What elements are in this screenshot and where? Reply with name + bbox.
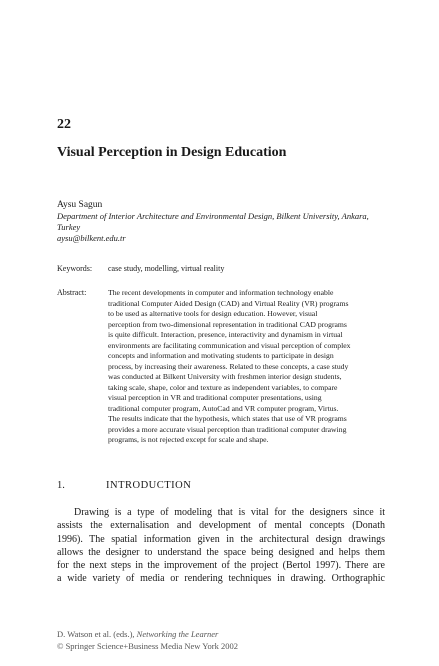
abstract-line: traditional Computer Aided Design (CAD) and Virtual Reality (VR) programs [108, 298, 349, 308]
abstract-line: is quite difficult. Interaction, presence, interactivity and dynamism in virtual [108, 330, 343, 339]
chapter-number: 22 [57, 117, 71, 132]
author-block [57, 199, 387, 244]
body-line: assists the externalisation and development of mental concepts (Donath [57, 520, 385, 532]
section-body [57, 506, 385, 586]
affiliation-line: Department of Interior Architecture and Environmental Design, Bilkent University, Ankara, [57, 211, 369, 221]
abstract-line: to be used as alternative tools for design education. However, visual [108, 309, 318, 318]
footer-citation [57, 629, 238, 641]
abstract-line: provides a more accurate visual perception than traditional computer drawing [108, 424, 347, 434]
keywords-label: Keywords: [57, 264, 93, 273]
footer-editors: D. Watson et al. (eds.), [57, 629, 135, 639]
abstract-line: The recent developments in computer and information technology enable [108, 288, 334, 297]
abstract-line: programs, is not rejected except for scale and shape. [108, 435, 269, 444]
affiliation-line: Turkey [57, 222, 81, 232]
body-line: for the next steps in the improvement of the project (Bertol 1997). There are [57, 560, 385, 572]
abstract-line: concepts and information and motivating students to participate in design [108, 351, 334, 360]
abstract-line: traditional computer program, AutoCad and VR computer program, Virtus. [108, 403, 339, 413]
abstract-label: Abstract: [57, 288, 87, 297]
abstract-line: taking scale, shape, color and texture as independent variables, to compare [108, 382, 338, 392]
footer [57, 629, 238, 652]
chapter-title: Visual Perception in Design Education [57, 145, 287, 160]
section-number: 1. [57, 480, 65, 491]
abstract-line: process, by increasing their awareness. Related to these concepts, a case study [108, 361, 349, 371]
body-line: a wide variety of media or rendering techniques in drawing. Orthographic [57, 573, 385, 585]
body-line: 1996). The spatial information given in the architectural design drawings [57, 533, 385, 545]
abstract-line: The results indicate that the hypothesis, which states that use of VR programs [108, 414, 347, 423]
author-email: aysu@bilkent.edu.tr [57, 233, 126, 243]
abstract-line: environments are facilitating communication and visual perception of complex [108, 340, 351, 350]
abstract-line: was conducted at Bilkent University with freshmen interior design students, [108, 372, 342, 381]
abstract-text [108, 288, 384, 446]
section-title: INTRODUCTION [106, 480, 192, 491]
abstract-line: perception from two-dimensional representation in traditional CAD programs [108, 319, 347, 329]
author-name: Aysu Sagun [57, 200, 103, 210]
footer-book-title: Networking the Learner [136, 629, 219, 639]
body-line: Drawing is a type of modeling that is vital for the designers since it [74, 507, 385, 518]
footer-copyright: © Springer Science+Business Media New York 2002 [57, 640, 238, 651]
body-line: allows the designer to understand the space being designed and helps them [57, 546, 385, 558]
keywords-text: case study, modelling, virtual reality [108, 264, 225, 273]
abstract-line: visual perception in VR and traditional computer presentations, using [108, 393, 322, 402]
